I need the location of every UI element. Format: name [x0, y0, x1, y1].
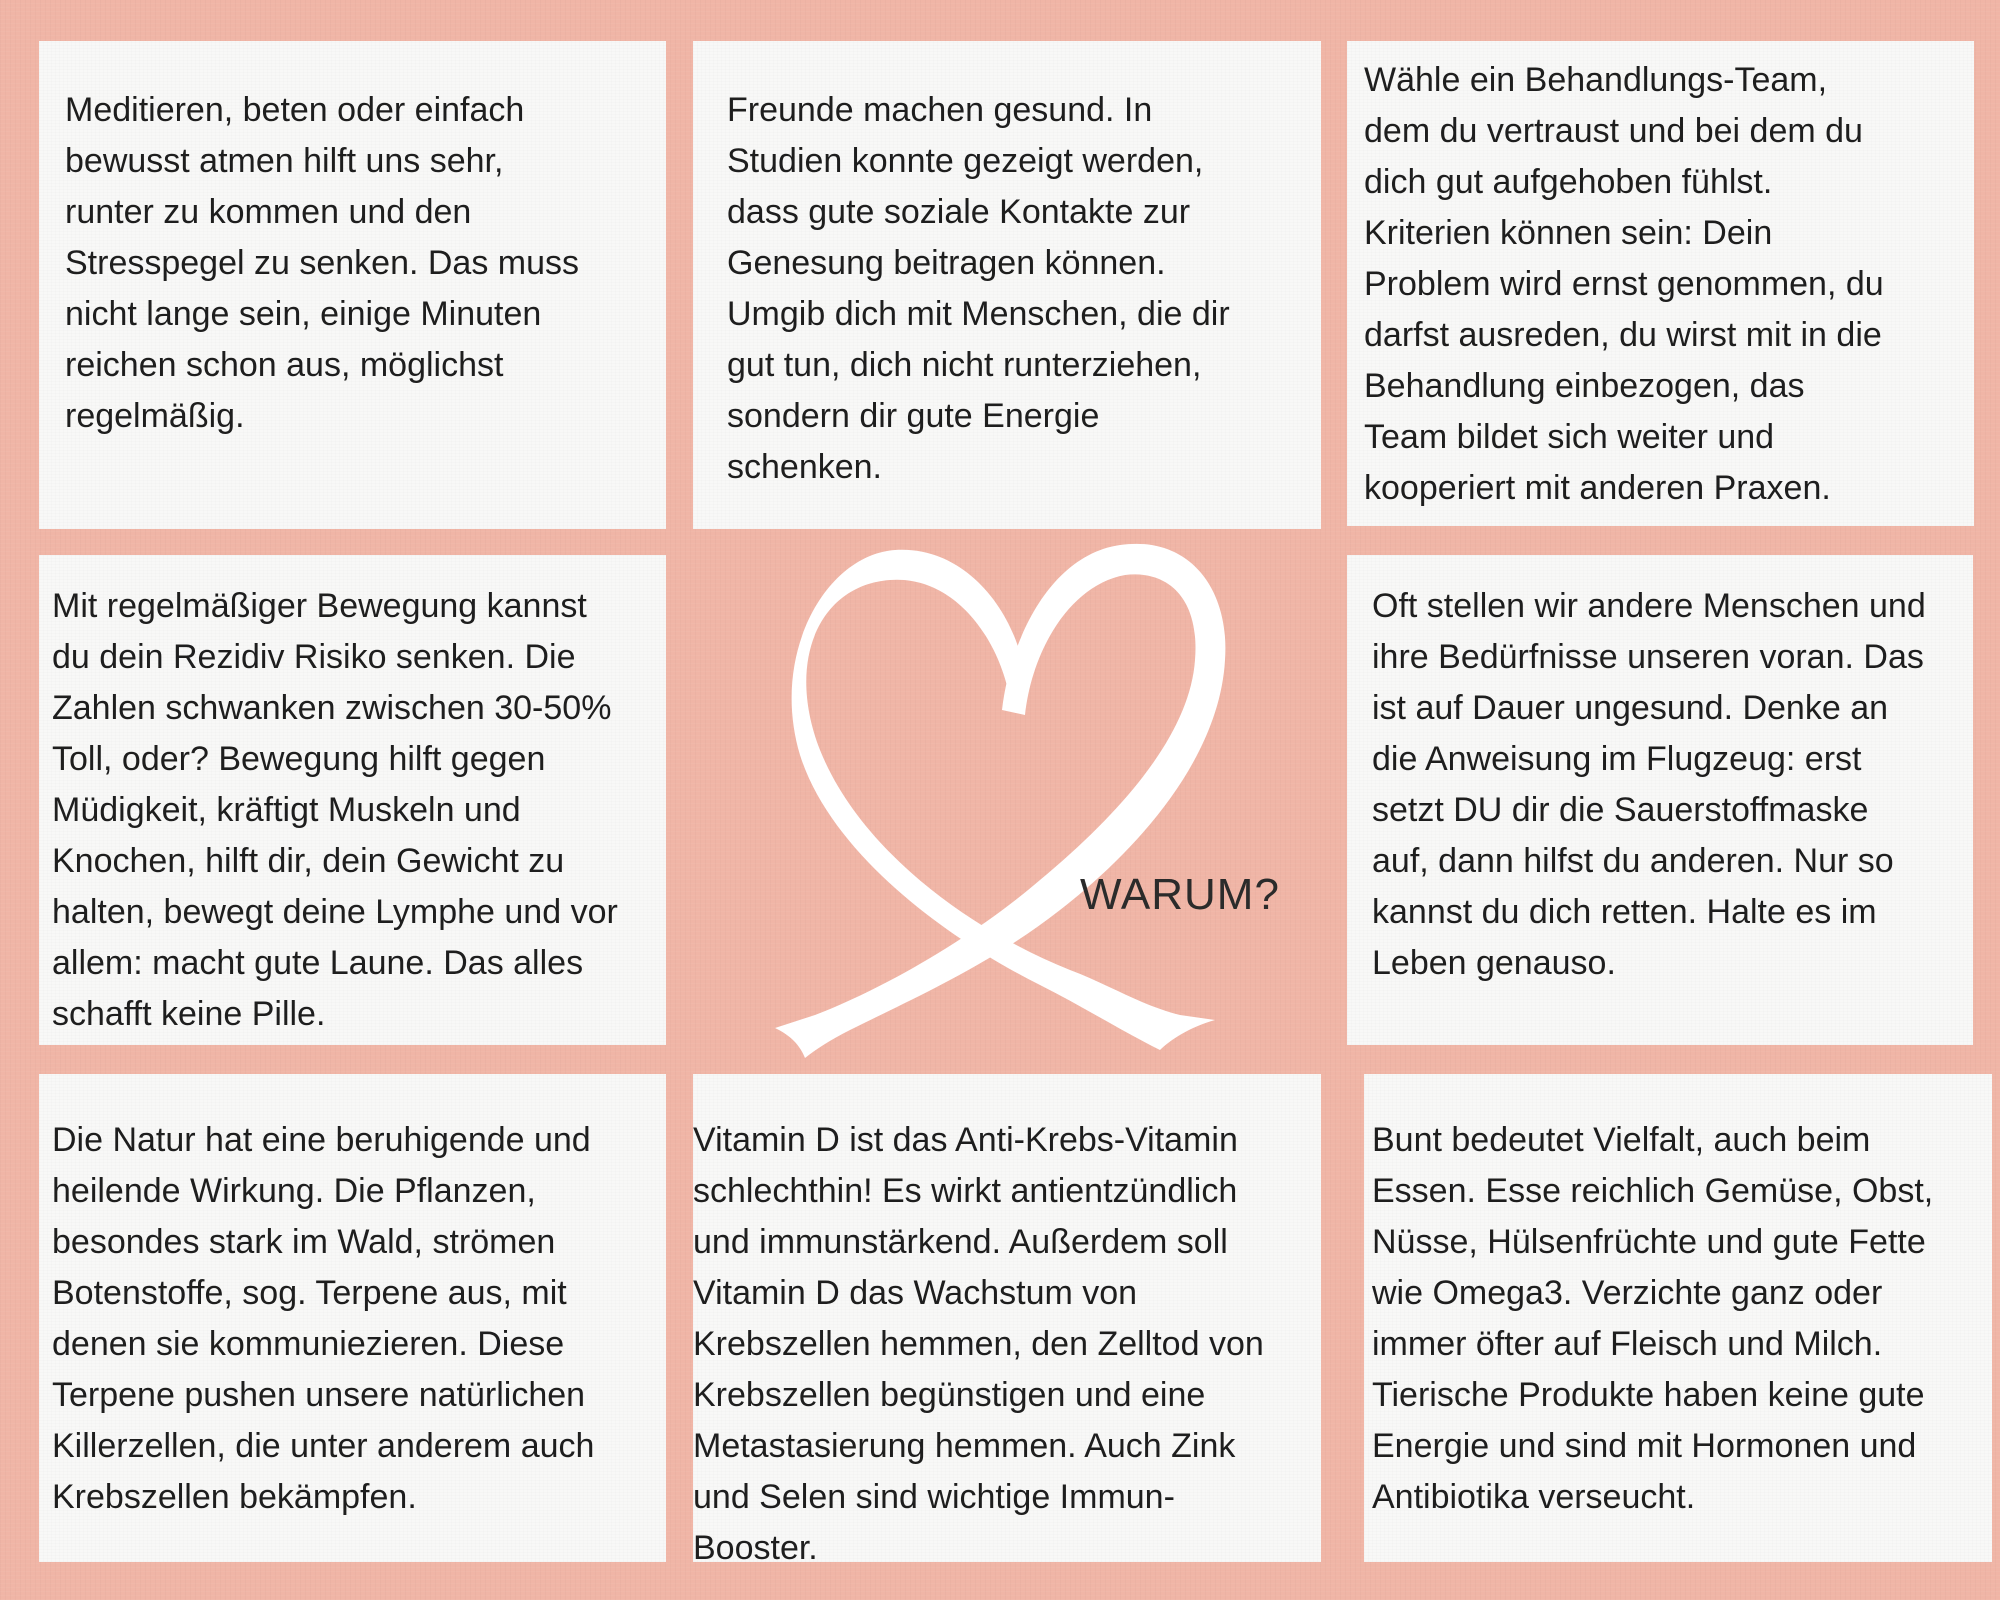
card-treatment-team-text: Wähle ein Behandlungs-Team, dem du vertraust und bei dem du dich gut aufgehoben fühlst. Kriterien können sein: Dein Problem wird ernst genommen, du darfst ausreden, du wirst mit in die Behandlung einbezogen, das Team bildet sich weiter und kooperiert mit anderen Praxen.	[1364, 61, 1884, 507]
card-movement	[39, 555, 666, 1045]
card-friends-text: Freunde machen gesund. In Studien konnte gezeigt werden, dass gute soziale Kontakte zur Genesung beitragen können. Umgib dich mit Menschen, die dir gut tun, dich nicht runterziehen, sondern dir gute Energie schenken.	[727, 91, 1230, 486]
card-friends	[693, 41, 1321, 529]
card-vitamin-d-text: Vitamin D ist das Anti-Krebs-Vitamin schlechthin! Es wirkt antientzündlich und immunstärkend. Außerdem soll Vitamin D das Wachstum von Krebszellen hemmen, den Zelltod von Krebszellen begünstigen und eine Metastasierung hemmen. Auch Zink und Selen sind wichtige Immun- Booster.	[693, 1121, 1264, 1567]
card-meditation	[39, 41, 666, 529]
card-self-care	[1347, 555, 1973, 1045]
center-question-label: WARUM?	[1080, 870, 1280, 919]
card-nutrition	[1364, 1074, 1992, 1562]
card-movement-text: Mit regelmäßiger Bewegung kannst du dein Rezidiv Risiko senken. Die Zahlen schwanken zwischen 30-50% Toll, oder? Bewegung hilft gegen Müdigkeit, kräftigt Muskeln und Knochen, hilft dir, dein Gewicht zu halten, bewegt deine Lymphe und vor allem: macht gute Laune. Das alles schafft keine Pille.	[52, 587, 618, 1033]
card-treatment-team	[1347, 41, 1974, 526]
card-nature-text: Die Natur hat eine beruhigende und heilende Wirkung. Die Pflanzen, besondes stark im Wald, strömen Botenstoffe, sog. Terpene aus, mit denen sie kommuniezieren. Diese Terpene pushen unsere natürlichen Killerzellen, die unter anderem auch Krebszellen bekämpfen.	[52, 1121, 595, 1516]
card-self-care-text: Oft stellen wir andere Menschen und ihre Bedürfnisse unseren voran. Das ist auf Dauer ungesund. Denke an die Anweisung im Flugzeug: erst setzt DU dir die Sauerstoffmaske auf, dann hilfst du anderen. Nur so kannst du dich retten. Halte es im Leben genauso.	[1372, 587, 1926, 982]
awareness-ribbon-heart-icon	[770, 530, 1240, 1060]
card-nature	[39, 1074, 666, 1562]
card-vitamin-d	[693, 1074, 1321, 1567]
card-meditation-text: Meditieren, beten oder einfach bewusst atmen hilft uns sehr, runter zu kommen und den Stresspegel zu senken. Das muss nicht lange sein, einige Minuten reichen schon aus, möglichst regelmäßig.	[65, 91, 580, 435]
card-nutrition-text: Bunt bedeutet Vielfalt, auch beim Essen. Esse reichlich Gemüse, Obst, Nüsse, Hülsenfrüchte und gute Fette wie Omega3. Verzichte ganz oder immer öfter auf Fleisch und Milch. Tierische Produkte haben keine gute Energie und sind mit Hormonen und Antibiotika verseucht.	[1372, 1121, 1934, 1516]
